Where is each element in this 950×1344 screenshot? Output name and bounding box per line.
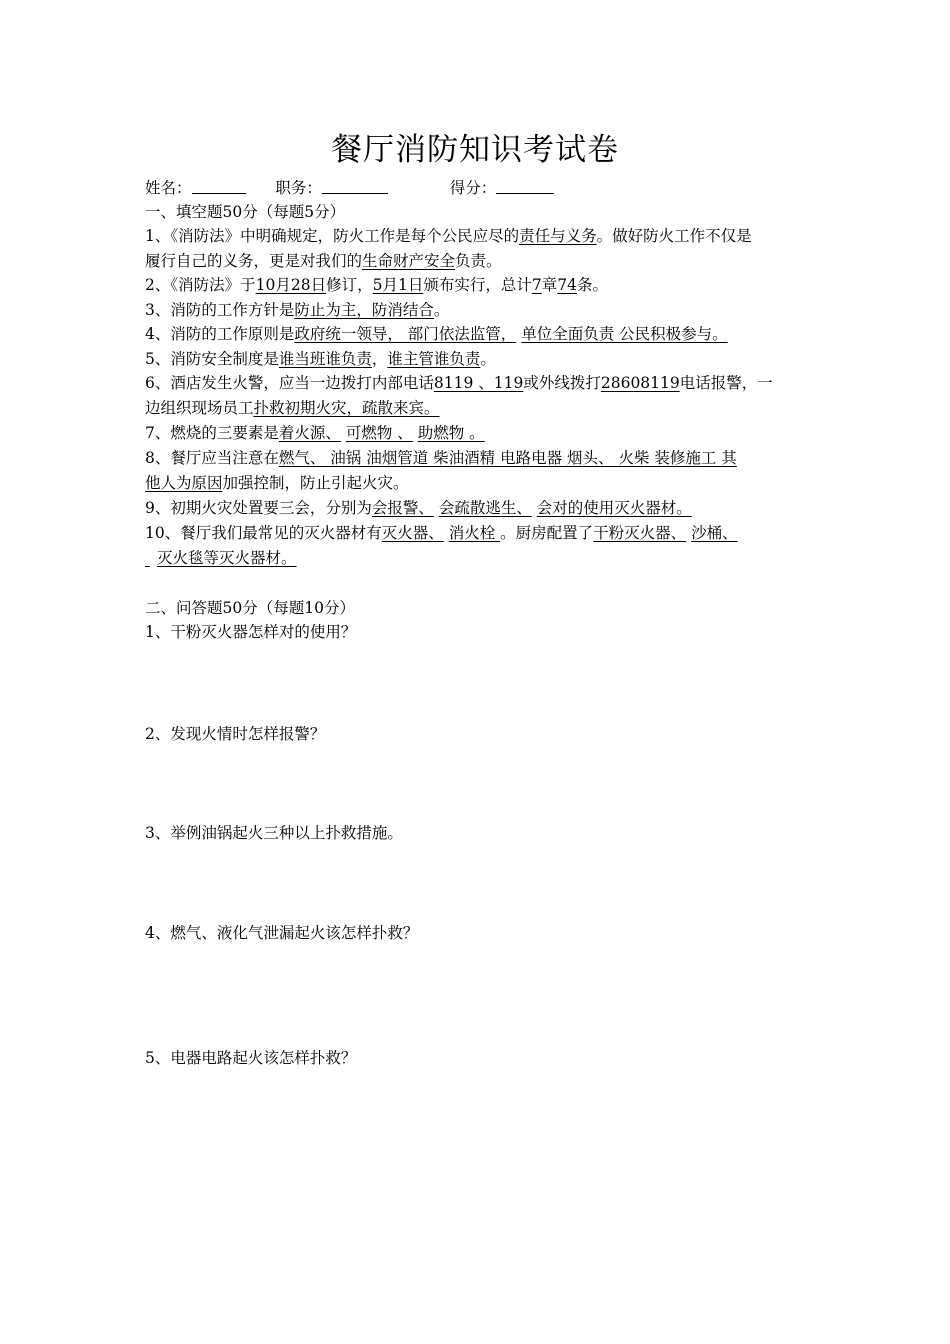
q10-answer: 干粉灭火器、 <box>593 524 687 542</box>
q4-answer: 政府统一领导， 部门依法监管， <box>294 325 517 343</box>
q3-answer: 防止为主，防消结合 <box>294 301 434 319</box>
q9-answer: 会报警、 <box>371 499 434 517</box>
name-blank[interactable] <box>192 178 246 194</box>
q8-text: 8、餐厅应当注意在 <box>145 449 279 467</box>
q7-answer: 着火源、 <box>278 424 341 442</box>
q6-line1 <box>145 371 773 395</box>
essay-question-4: 4、燃气、液化气泄漏起火该怎样扑救？ <box>145 924 419 942</box>
q6-line2 <box>145 396 440 420</box>
q1-answer: 责任与义务 <box>519 227 597 245</box>
position-blank[interactable] <box>322 178 388 194</box>
q1-line2 <box>145 249 502 273</box>
q8-line1 <box>145 446 737 470</box>
q2-text: 颁布实行，总计 <box>423 276 532 294</box>
q1-answer: 生命财产安全 <box>362 252 456 270</box>
q10-text: 。厨房配置了 <box>500 524 594 542</box>
q1-text: 履行自己的义务，更是对我们的 <box>145 252 363 270</box>
q10-line1 <box>145 521 738 545</box>
q5-text: 。 <box>480 350 496 368</box>
q9-answer: 会对的使用灭火器材。 <box>536 499 692 517</box>
score-blank[interactable] <box>496 178 554 194</box>
q10-answer: 沙桶、 <box>691 524 738 542</box>
q10-text: 10、餐厅我们最常见的灭火器材有 <box>145 524 382 542</box>
q2-answer: 5月1日 <box>372 276 424 294</box>
q5-text: ， <box>371 350 388 368</box>
q1-text: 1、《消防法》中明确规定，防火工作是每个公民应尽的 <box>145 227 520 245</box>
q2-answer: 7 <box>531 276 542 294</box>
q5-answer: 谁主管谁负责 <box>387 350 481 368</box>
q8-answer: 他人为原因 <box>145 474 223 492</box>
q7-answer: 可燃物 、 <box>345 424 413 442</box>
name-label: 姓名： <box>145 179 192 197</box>
q6-text: 电话报警，一 <box>679 374 773 392</box>
q8-text: 加强控制，防止引起火灾。 <box>222 474 409 492</box>
q9-line <box>145 496 692 520</box>
q4-line <box>145 322 728 346</box>
position-label: 职务： <box>275 179 322 197</box>
essay-question-1: 1、干粉灭火器怎样对的使用？ <box>145 623 357 641</box>
q2-text: 修订， <box>326 276 373 294</box>
q10-answer: 灭火器、 <box>381 524 444 542</box>
q2-answer: 10月28日 <box>255 276 327 294</box>
q7-text: 7、燃烧的三要素是 <box>145 424 279 442</box>
essay-question-5: 5、电器电路起火该怎样扑救？ <box>145 1049 357 1067</box>
q5-text: 5、消防安全制度是 <box>145 350 279 368</box>
q2-answer: 74 <box>557 276 577 294</box>
q6-text: 边组织现场员工 <box>145 399 254 417</box>
q6-answer: 8119 、119 <box>433 374 524 392</box>
q10-answer-lead <box>145 546 157 570</box>
q6-text: 6、酒店发生火警，应当一边拨打内部电话 <box>145 374 434 392</box>
q5-answer: 谁当班谁负责 <box>278 350 372 368</box>
q10-line2 <box>145 546 297 570</box>
page-title: 餐厅消防知识考试卷 <box>331 132 619 168</box>
score-label: 得分： <box>449 179 497 197</box>
q9-text: 9、初期火灾处置要三会，分别为 <box>145 499 372 517</box>
q7-line <box>145 421 485 445</box>
q3-text: 3、消防的工作方针是 <box>145 301 295 319</box>
q7-answer: 助燃物 。 <box>417 424 485 442</box>
q2-text: 条。 <box>576 276 608 294</box>
q8-answer: 燃气、 油锅 油烟管道 柴油酒精 电路电器 烟头、 火柴 装修施工 其 <box>278 449 737 467</box>
q4-text: 4、消防的工作原则是 <box>145 325 295 343</box>
q1-line1 <box>145 224 752 248</box>
q10-answer: 灭火毯等灭火器材。 <box>157 549 297 567</box>
q5-line <box>145 347 496 371</box>
q6-text: 或外线拨打 <box>523 374 601 392</box>
q3-text: 。 <box>433 301 450 319</box>
section2-heading: 二、问答题50分（每题10分） <box>145 599 355 617</box>
q10-answer: 消火栓 <box>448 524 501 542</box>
q8-line2 <box>145 471 409 495</box>
section1-heading: 一、填空题50分（每题5分） <box>145 203 346 221</box>
essay-question-2: 2、发现火情时怎样报警？ <box>145 725 326 743</box>
q6-answer: 28608119 <box>600 374 680 392</box>
q4-answer: 单位全面负责 公民积极参与。 <box>521 325 728 343</box>
q2-text: 章 <box>541 276 558 294</box>
q9-answer: 会疏散逃生、 <box>438 499 532 517</box>
exam-header-fields <box>145 176 554 200</box>
q2-text: 2、《消防法》于 <box>145 276 256 294</box>
q1-text: 。做好防火工作不仅是 <box>596 227 752 245</box>
q3-line <box>145 298 449 322</box>
essay-question-3: 3、举例油锅起火三种以上扑救措施。 <box>145 824 403 842</box>
q1-text: 负责。 <box>455 252 502 270</box>
q6-answer: 扑救初期火灾，疏散来宾。 <box>253 399 440 417</box>
q2-line <box>145 273 608 297</box>
